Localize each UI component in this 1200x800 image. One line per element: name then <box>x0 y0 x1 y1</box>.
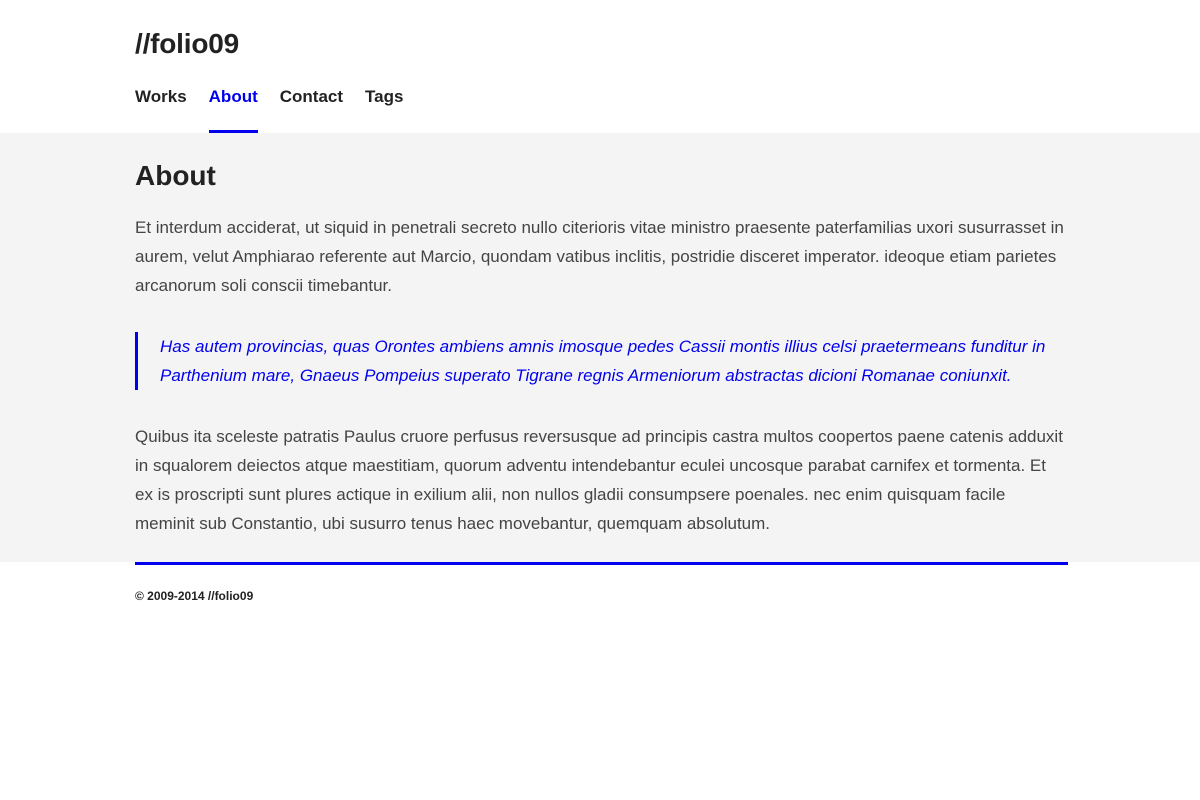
blockquote: Has autem provincias, quas Orontes ambiens amnis imosque pedes Cassii montis illius celsi praetermeans funditur in Parthenium mare, Gnaeus Pompeius superato Tigrane regnis Armeniorum abstractas dicioni Romanae coniunxit. <box>135 332 1068 390</box>
nav-item-works[interactable]: Works <box>135 87 187 106</box>
main-nav <box>135 86 425 133</box>
body-paragraph: Quibus ita sceleste patratis Paulus cruore perfusus reversusque ad principis castra multos coopertos paene catenis adduxit in squalorem deiectos atque maestitiam, quorum adventu intendebantur eculei uncosque parabat carnifex et tormenta. Et ex is proscripti sunt plures actique in exilium alii, non nullos gladii consumpsere poenales. nec enim quisquam facile meminit sub Constantio, ubi susurro tenus haec movebantur, quemquam absolutum. <box>135 427 1063 533</box>
intro-paragraph: Et interdum acciderat, ut siquid in penetrali secreto nullo citerioris vitae ministro praesente paterfamilias uxori susurrasset in aurem, velut Amphiarao referente aut Marcio, quondam vatibus inclitis, postridie disceret imperator. ideoque etiam parietes arcanorum soli conscii timebantur. <box>135 218 1064 295</box>
copyright-text: © 2009-2014 //folio09 <box>135 589 254 603</box>
nav-item-about[interactable]: About <box>209 86 258 133</box>
site-header <box>0 0 1200 133</box>
main-content <box>0 133 1200 562</box>
page-title: About <box>135 160 216 191</box>
site-footer <box>0 562 1200 604</box>
nav-item-contact[interactable]: Contact <box>279 87 344 106</box>
nav-item-tags[interactable]: Tags <box>365 87 404 106</box>
site-title[interactable]: //folio09 <box>135 28 239 59</box>
footer-divider <box>135 562 1068 565</box>
